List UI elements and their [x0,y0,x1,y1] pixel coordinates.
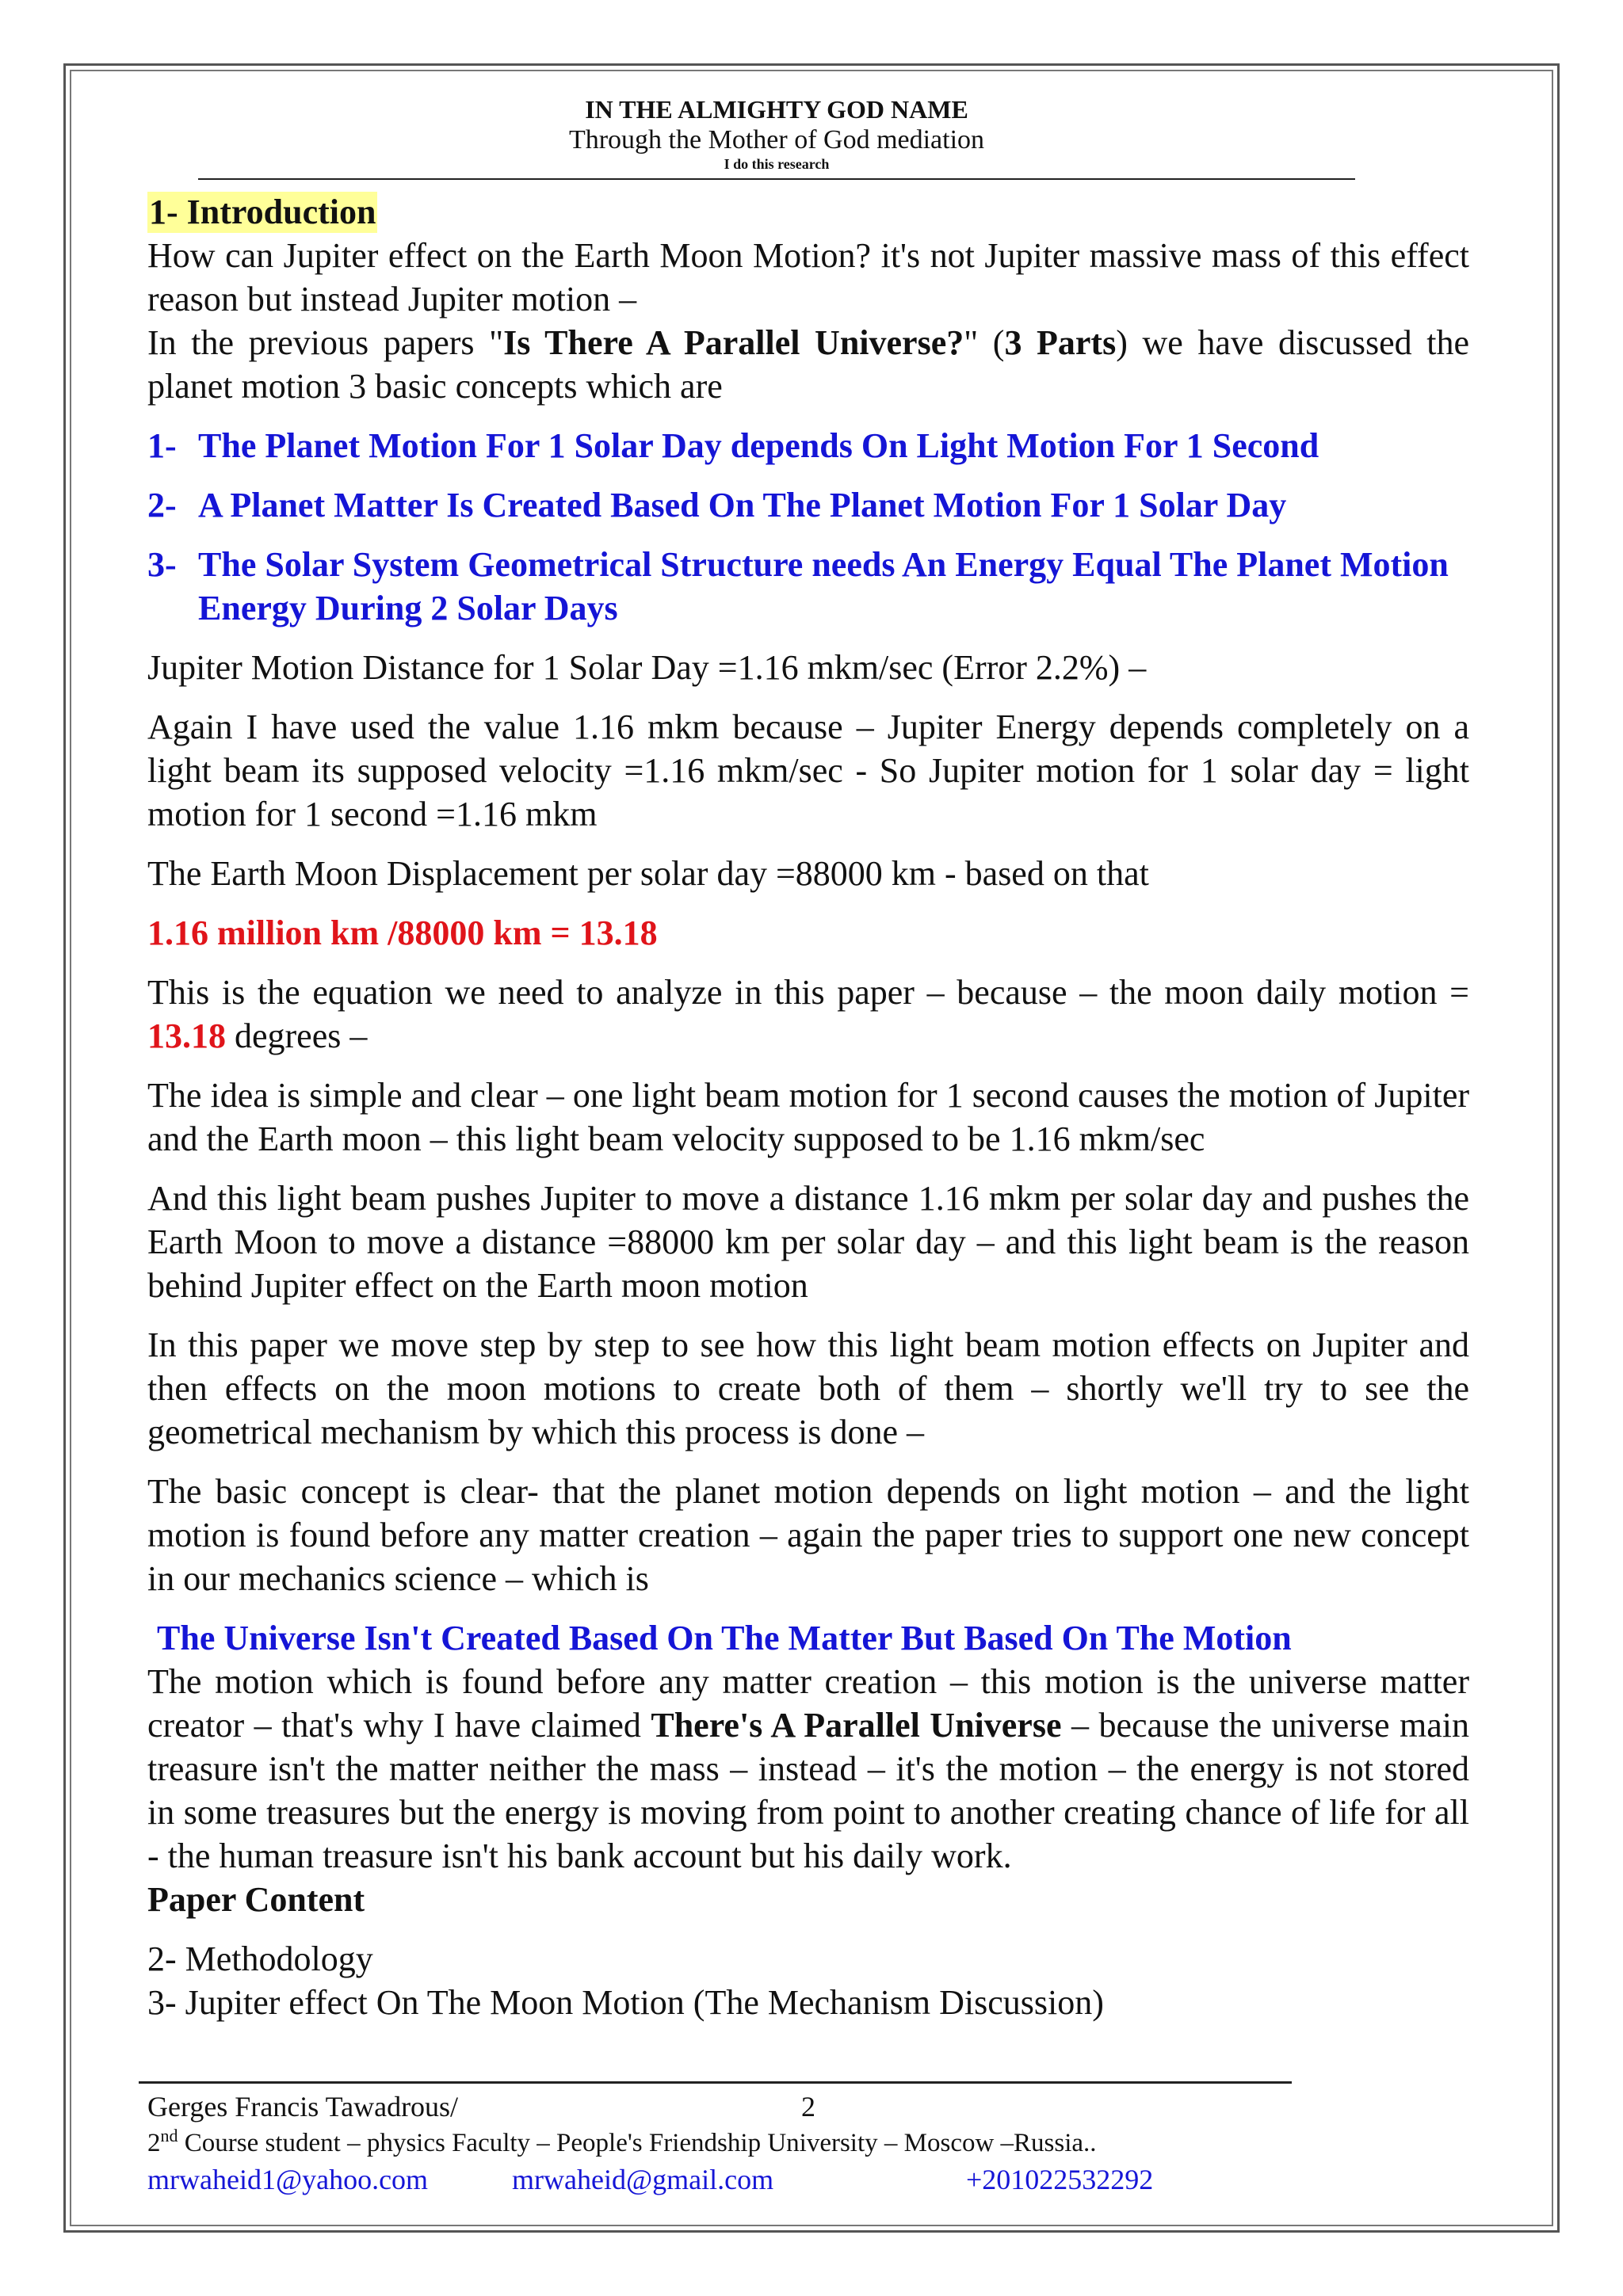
page-header [198,93,1355,173]
paragraph-light-beam: And this light beam pushes Jupiter to move a distance 1.16 mkm per solar day and pushes the Earth Moon to move a distance =88000 km per solar day – and this light beam is the reason behind Jupiter effect on the Earth moon motion [147,1179,1469,1305]
paper-title-reference: Is There A Parallel Universe? [503,323,964,362]
phone-number: +201022532292 [966,2164,1154,2195]
paragraph-step-by-step: In this paper we move step by step to see how this light beam motion effects on Jupiter and then effects on the moon motions to create both of them – shortly we'll try to see the geometrical mechanism by which this process is done – [147,1325,1469,1451]
key-statement: The Universe Isn't Created Based On The Matter But Based On The Motion [157,1619,1292,1657]
affiliation-text: Course student – physics Faculty – People's Friendship University – Moscow –Russia.. [178,2129,1097,2157]
concept-item-3 [147,543,1469,630]
concept-number: 1- [147,426,177,465]
paragraph-intro-1: How can Jupiter effect on the Earth Moon Motion? it's not Jupiter massive mass of this effect reason but instead Jupiter motion – [147,236,1469,318]
paragraph-moon-displacement: The Earth Moon Displacement per solar day =88000 km - based on that [147,854,1149,893]
author-name: Gerges Francis Tawadrous/ [147,2091,459,2122]
paragraph-intro-2 [147,321,1469,408]
section-title-introduction [147,190,1469,234]
page-number: 2 [801,2091,815,2122]
document-body [147,190,1469,2024]
parallel-universe-claim: There's A Parallel Universe [651,1706,1062,1745]
paragraph-jupiter-distance: Jupiter Motion Distance for 1 Solar Day =1.16 mkm/sec (Error 2.2%) – [147,648,1147,687]
footer-row-contact [147,2161,1384,2198]
text-segment: This is the equation we need to analyze in this paper – because – the moon daily motion = [147,973,1469,1012]
equation-line: 1.16 million km /88000 km = 13.18 [147,913,658,952]
paragraph-idea: The idea is simple and clear – one light beam motion for 1 second causes the motion of Jupiter and the Earth moon – this light beam velocity supposed to be 1.16 mkm/sec [147,1076,1469,1158]
contents-item-1: 2- Methodology [147,1939,373,1978]
text-segment: ) we have discussed the planet motion 3 basic concepts which are [147,323,1469,406]
paragraph-value-explanation: Again I have used the value 1.16 mkm because – Jupiter Energy depends completely on a light beam its supposed velocity =1.16 mkm/sec - So Jupiter motion for 1 solar day = light motion for 1 second =1.16 mkm [147,707,1469,833]
paragraph-basic-concept: The basic concept is clear- that the planet motion depends on light motion – and the light motion is found before any matter creation – again the paper tries to support one new concept in our mechanics science – which is [147,1472,1469,1598]
header-divider [198,178,1355,180]
section-title: 1- Introduction [149,193,376,231]
text-segment: " ( [964,323,1005,362]
contents-item-2: 3- Jupiter effect On The Moon Motion (The Mechanism Discussion) [147,1983,1104,2022]
concept-number: 2- [147,486,177,524]
header-line-2: Through the Mother of God mediation [568,125,985,154]
email-link-gmail[interactable]: mrwaheid@gmail.com [512,2164,774,2195]
text-segment: – because the universe main treasure isn't the matter neither the mass – instead – it's the motion – the energy is not stored in some treasures but the energy is moving from point to another creating chance of life for all - the human treasure isn't his bank account but his daily work. [147,1706,1469,1875]
footer-row-author [147,2088,1384,2125]
concept-text: The Solar System Geometrical Structure needs An Energy Equal The Planet Motion Energy During 2 Solar Days [198,545,1449,627]
text-segment: In the previous papers " [147,323,504,362]
moon-degrees-value: 13.18 [147,1016,226,1055]
header-line-1: IN THE ALMIGHTY GOD NAME [585,95,968,124]
concept-item-2 [147,483,1469,527]
concept-number: 3- [147,545,177,584]
concept-text: A Planet Matter Is Created Based On The Planet Motion For 1 Solar Day [198,486,1287,524]
text-segment: degrees – [226,1016,368,1055]
footer-divider [139,2081,1292,2084]
email-link-yahoo[interactable]: mrwaheid1@yahoo.com [147,2164,429,2195]
ordinal-suffix: nd [160,2126,178,2145]
text-segment: The motion which is found before any matter creation – this motion is the universe matter creator – that's why I have claimed [147,1662,1469,1745]
concept-text: The Planet Motion For 1 Solar Day depends On Light Motion For 1 Second [198,426,1319,465]
header-line-3: I do this research [724,156,830,172]
footer-row-affiliation [147,2125,1384,2161]
paragraph-equation-analysis [147,971,1469,1058]
concept-item-1 [147,424,1469,467]
page-footer [147,2088,1384,2198]
course-ordinal: 2 [147,2129,161,2157]
paper-content-heading: Paper Content [147,1880,365,1919]
paragraph-parallel-universe [147,1660,1469,1878]
parts-count: 3 Parts [1004,323,1117,362]
